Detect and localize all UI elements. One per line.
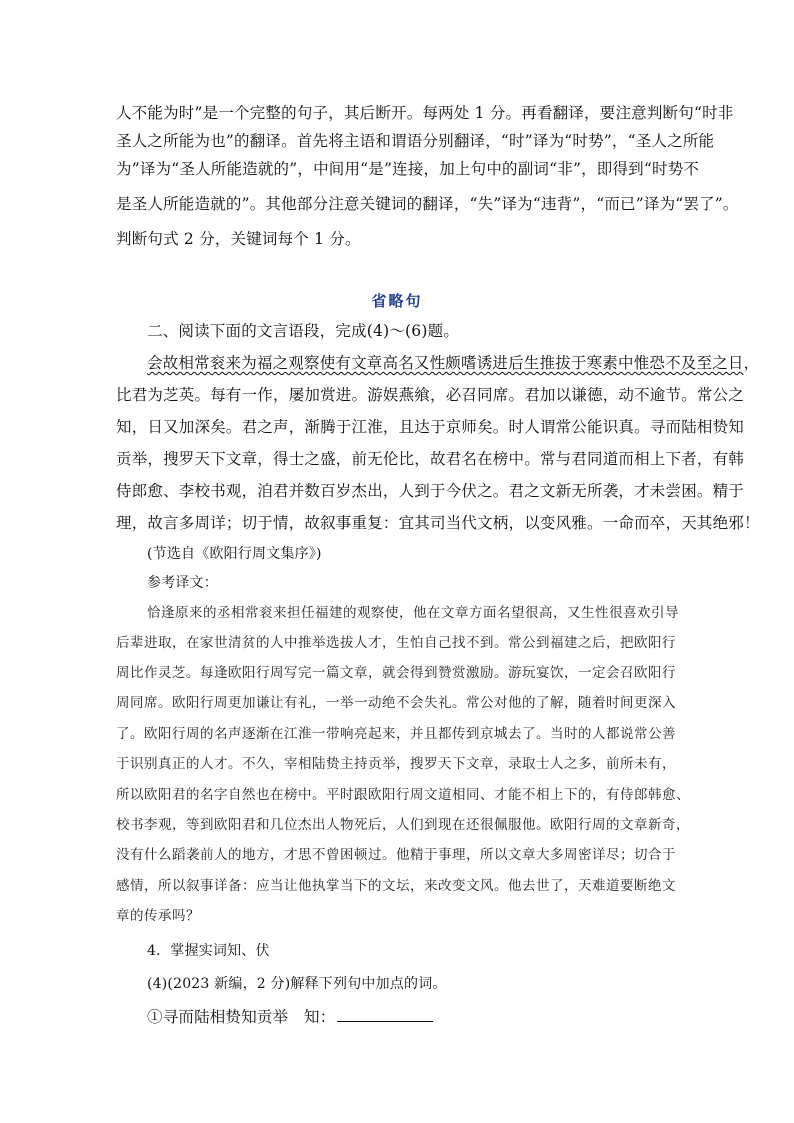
passage-line: 理，故言多周详；切于情，故叙事重复：宜其司当代文柄，以变风雅。一命而卒，天其绝邪！ xyxy=(116,514,760,532)
translation-line: 校书李观，等到欧阳君和几位杰出人物死后，人们到现在还很佩服他。欧阳行周的文章新奇， xyxy=(116,817,690,833)
passage-line: 侍郎愈、李校书观，洎君并数百岁杰出，人到于今伏之。君之文新无所袭，才未尝困。精于 xyxy=(116,482,745,500)
translation-line: 感情，所以叙事详备：应当让他执掌当下的文坛，来改变文风。他去世了，天难道要断绝文 xyxy=(116,878,676,894)
passage-first-line xyxy=(147,353,760,373)
translation-line: 所以欧阳君的名字自然也在榜中。平时跟欧阳行周文道相同、才能不相上下的，有侍郎韩愈、 xyxy=(116,787,690,803)
passage-source: (节选自《欧阳行周文集序》) xyxy=(147,546,322,562)
wavy-underlined-text: 会故相常衮来为福之观察使有文章高名又性颇嗜诱进后生推拔于寒素中惟恐不及至之日 xyxy=(147,354,744,372)
prev-text-line: 是圣人所能造就的”。其他部分注意关键词的翻译，“失”译为“违背”，“而已”译为“罢了”。 xyxy=(116,195,739,213)
passage-line: 知，日又加深矣。君之声，渐腾于江淮，且达于京师矣。时人谓常公能识真。寻而陆相贽知 xyxy=(116,418,745,436)
passage-first-tail: ， xyxy=(743,354,760,372)
passage-line: 贡举，搜罗天下文章，得士之盛，前无伦比，故君名在榜中。常与君同道而相上下者，有韩 xyxy=(116,450,745,468)
translation-line: 后辈进取，在家世清贫的人中推举选拔人才，生怕自己找不到。常公到福建之后，把欧阳行 xyxy=(116,635,676,651)
question-intro: 二、阅读下面的文言语段，完成(4)～(6)题。 xyxy=(147,322,460,340)
translation-line: 周同席。欧阳行周更加谦让有礼，一举一动绝不会失礼。常公对他的了解，随着时间更深入 xyxy=(116,695,676,711)
item4-sub-text: ①寻而陆相贽知贡举 知： xyxy=(147,1008,336,1026)
passage-line: 比君为芝英。每有一作，屡加赏进。游娱燕飨，必召同席。君加以谦德，动不逾节。常公之 xyxy=(116,386,745,404)
item4-question: (4)(2023 新编，2 分)解释下列句中加点的词。 xyxy=(147,976,447,992)
translation-line: 没有什么蹈袭前人的地方，才思不曾困顿过。他精于事理，所以文章大多周密详尽；切合于 xyxy=(116,847,676,863)
reference-label: 参考译文： xyxy=(147,575,218,591)
translation-line: 章的传承吗？ xyxy=(116,908,200,924)
translation-line: 恰逢原来的丞相常衮来担任福建的观察使，他在文章方面名望很高，又生性很喜欢引导 xyxy=(147,605,679,621)
section-title: 省略句 xyxy=(371,292,423,310)
prev-text-line: 圣人之所能为也”的翻译。首先将主语和谓语分别翻译，“时”译为“时势”，“圣人之所能 xyxy=(116,132,715,150)
prev-text-line: 判断句式 2 分，关键词每个 1 分。 xyxy=(116,230,361,248)
item4-subquestion xyxy=(147,1007,727,1027)
translation-line: 周比作灵芝。每逢欧阳行周写完一篇文章，就会得到赞赏激励。游玩宴饮，一定会召欧阳行 xyxy=(116,665,676,681)
translation-line: 于识别真正的人才。不久，宰相陆贽主持贡举，搜罗天下文章，录取士人之多，前所未有， xyxy=(116,756,676,772)
translation-line: 了。欧阳行周的名声逐渐在江淮一带响亮起来，并且都传到京城去了。当时的人都说常公善 xyxy=(116,726,676,742)
prev-text-line: 为”译为“圣人所能造就的”，中间用“是”连接，加上句中的副词“非”，即得到“时势不 xyxy=(116,160,700,178)
item4-heading: 4．掌握实词知、伏 xyxy=(147,943,270,959)
answer-blank[interactable] xyxy=(337,1007,433,1022)
prev-text-line: 人不能为时”是一个完整的句子，其后断开。每两处 1 分。再看翻译，要注意判断句“时非 xyxy=(116,104,734,122)
